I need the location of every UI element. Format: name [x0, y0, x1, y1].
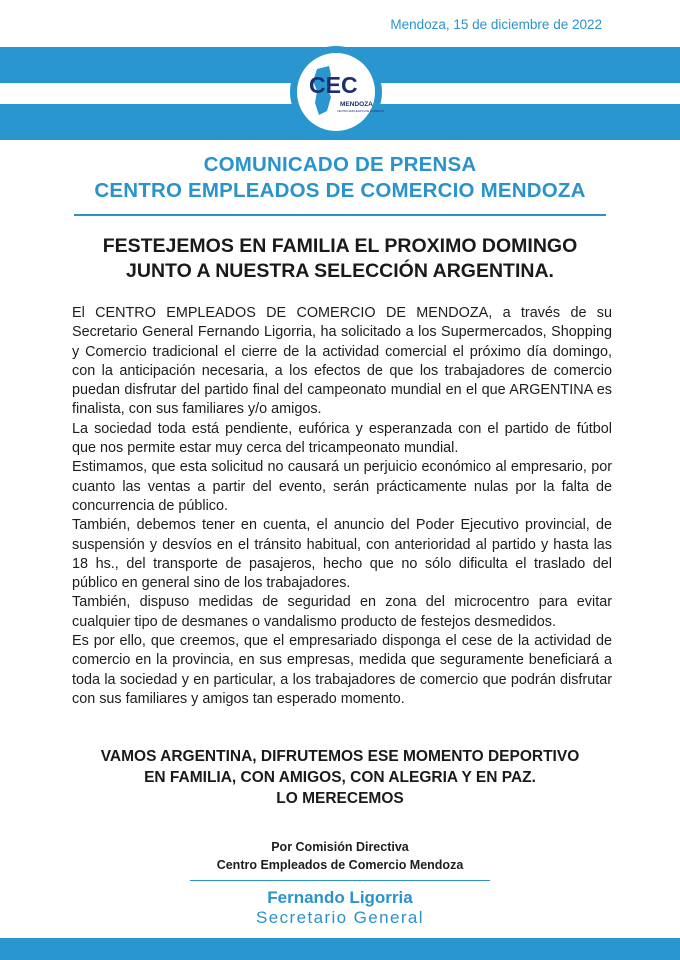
signature-org: Centro Empleados de Comercio Mendoza	[216, 858, 464, 872]
signature-role: Secretario General	[256, 908, 424, 927]
headline	[40, 234, 640, 284]
logo-sub: MENDOZA	[340, 101, 373, 108]
paragraph: La sociedad toda está pendiente, eufórica y esperanzada con el partido de fútbol que nos permite estar muy cerca del tricampeonato mundial.	[72, 420, 612, 457]
headline-line-1: FESTEJEMOS EN FAMILIA EL PROXIMO DOMINGO	[102, 235, 578, 257]
paragraph: Es por ello, que creemos, que el empresariado disponga el cese de la actividad de comercio en la provincia, en sus empresas, medida que seguramente beneficiará a toda la sociedad y en particular, a los trabajadores de comercio que podrán disfrutar con sus familiares y amigos tan esperado momento.	[72, 633, 612, 707]
paragraph: El CENTRO EMPLEADOS DE COMERCIO DE MENDOZA, a través de su Secretario General Fernando Ligorria, ha solicitado a los Supermercados, Shopping y Comercio tradicional el cierre de la actividad comercial el próximo día domingo, con la anticipación necesaria, a los efectos de que los trabajadores de comercio puedan disfrutar del partido final del campeonato mundial en el que ARGENTINA es finalista, con sus familiares y/o amigos.	[72, 305, 612, 418]
closing-line-3: LO MERECEMOS	[276, 790, 404, 807]
press-release-header	[74, 152, 606, 204]
cec-logo-badge	[297, 53, 385, 131]
signature-divider	[190, 880, 490, 881]
signature-name: Fernando Ligorria	[267, 888, 413, 907]
headline-line-2: JUNTO A NUESTRA SELECCIÓN ARGENTINA.	[126, 260, 554, 282]
body-text	[72, 304, 612, 709]
paragraph: También, dispuso medidas de seguridad en zona del microcentro para evitar cualquier tipo de desmanes o vandalismo producto de festejos desmedidos.	[72, 594, 612, 630]
header-line-2: CENTRO EMPLEADOS DE COMERCIO MENDOZA	[94, 179, 586, 202]
footer-band	[0, 938, 680, 960]
logo-tagline: CENTRO EMPLEADOS DE COMERCIO	[337, 110, 385, 113]
closing-line-2: EN FAMILIA, CON AMIGOS, CON ALEGRIA Y EN PAZ.	[144, 769, 536, 786]
header-divider	[74, 214, 606, 216]
logo-letters: CEC	[309, 72, 358, 98]
cec-logo	[290, 46, 385, 138]
cec-logo-graphic	[297, 53, 385, 131]
closing-line-1: VAMOS ARGENTINA, DIFRUTEMOS ESE MOMENTO DEPORTIVO	[100, 748, 580, 765]
document-date: Mendoza, 15 de diciembre de 2022	[390, 17, 602, 32]
closing-slogan	[50, 746, 630, 809]
header-line-1: COMUNICADO DE PRENSA	[203, 153, 477, 176]
signature-block	[170, 838, 510, 874]
paragraph: Estimamos, que esta solicitud no causará un perjuicio económico al empresario, por cuanto las ventas a partir del evento, serán prácticamente nulas por la falta de concurrencia de público.	[72, 459, 612, 514]
paragraph: También, debemos tener en cuenta, el anuncio del Poder Ejecutivo provincial, de suspensión y desvíos en el tránsito habitual, con anterioridad al partido y hasta las 18 hs., del transporte de pasajeros, hecho que no sólo dificulta el traslado del público en general sino de los trabajadores.	[72, 517, 612, 592]
signature-by: Por Comisión Directiva	[271, 840, 409, 854]
